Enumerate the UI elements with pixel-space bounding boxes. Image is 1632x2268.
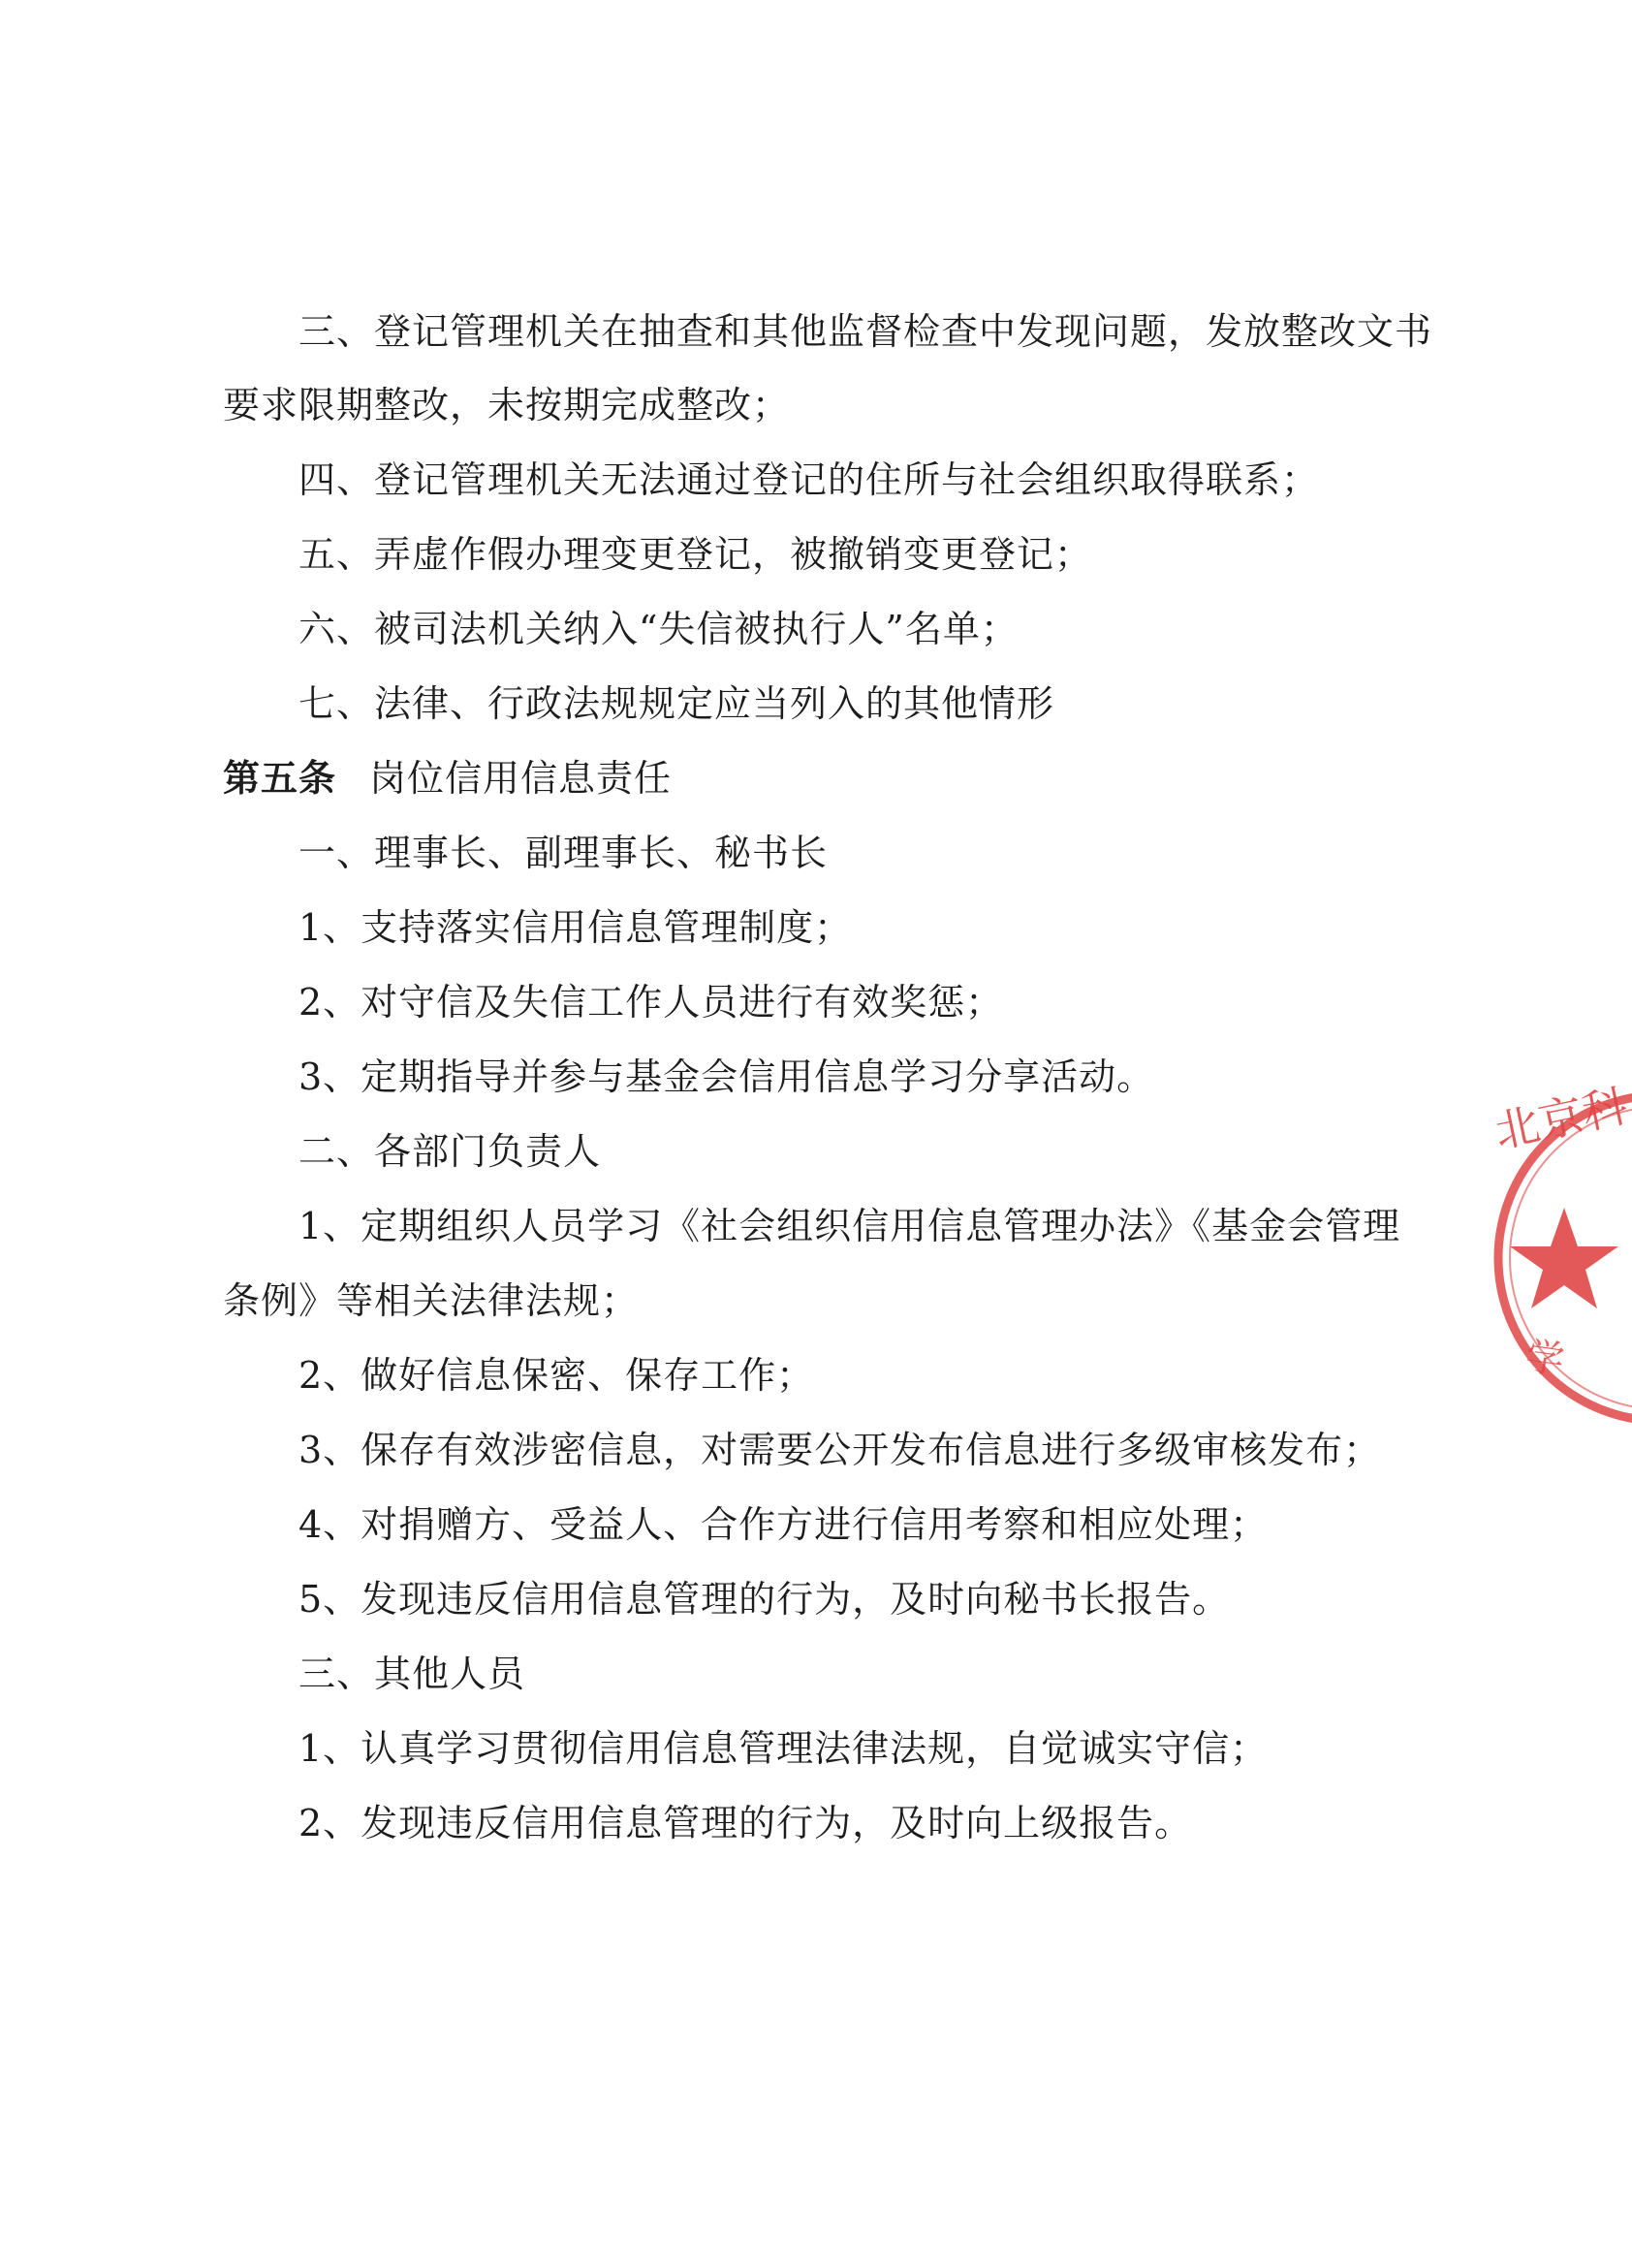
paragraph-item-5: 五、弄虚作假办理变更登记，被撤销变更登记； (298, 533, 1093, 576)
article-5-label: 第五条 (223, 757, 337, 800)
paragraph-item-4: 四、登记管理机关无法通过登记的住所与社会组织取得联系； (298, 458, 1320, 501)
section-1-item-3: 3、定期指导并参与基金会信用信息学习分享活动。 (298, 1055, 1155, 1098)
paragraph-item-3: 三、登记管理机关在抽查和其他监督检查中发现问题，发放整改文书 (298, 310, 1433, 353)
seal-text-bottom: 学 (1522, 1334, 1568, 1384)
seal-star-icon (1510, 1208, 1618, 1308)
section-2-item-1: 1、定期组织人员学习《社会组织信用信息管理办法》《基金会管理 (298, 1205, 1401, 1247)
section-3-heading: 三、其他人员 (298, 1653, 526, 1695)
section-1-heading: 一、理事长、副理事长、秘书长 (298, 832, 829, 874)
official-seal (1477, 1079, 1632, 1433)
section-2-item-2: 2、做好信息保密、保存工作； (298, 1354, 815, 1397)
paragraph-item-6: 六、被司法机关纳入“失信被执行人”名单； (298, 608, 1019, 650)
article-5-heading (223, 755, 672, 802)
article-5-title: 岗位信用信息责任 (369, 757, 673, 800)
section-2-item-4: 4、对捐赠方、受益人、合作方进行信用考察和相应处理； (298, 1503, 1269, 1546)
paragraph-item-7: 七、法律、行政法规规定应当列入的其他情形 (298, 682, 1055, 725)
section-1-item-2: 2、对守信及失信工作人员进行有效奖惩； (298, 981, 1004, 1024)
section-2-item-5: 5、发现违反信用信息管理的行为，及时向秘书长报告。 (298, 1578, 1231, 1621)
section-2-item-3: 3、保存有效涉密信息，对需要公开发布信息进行多级审核发布； (298, 1429, 1382, 1471)
section-3-item-2: 2、发现违反信用信息管理的行为，及时向上级报告。 (298, 1802, 1193, 1844)
paragraph-item-3-continued: 要求限期整改，未按期完成整改； (223, 384, 791, 426)
seal-text-top: 北京科 (1490, 1079, 1632, 1158)
section-3-item-1: 1、认真学习贯彻信用信息管理法律法规，自觉诚实守信； (298, 1727, 1269, 1770)
section-1-item-1: 1、支持落实信用信息管理制度； (298, 906, 853, 949)
section-2-heading: 二、各部门负责人 (298, 1130, 602, 1173)
section-2-item-1-continued: 条例》等相关法律法规； (223, 1279, 640, 1322)
